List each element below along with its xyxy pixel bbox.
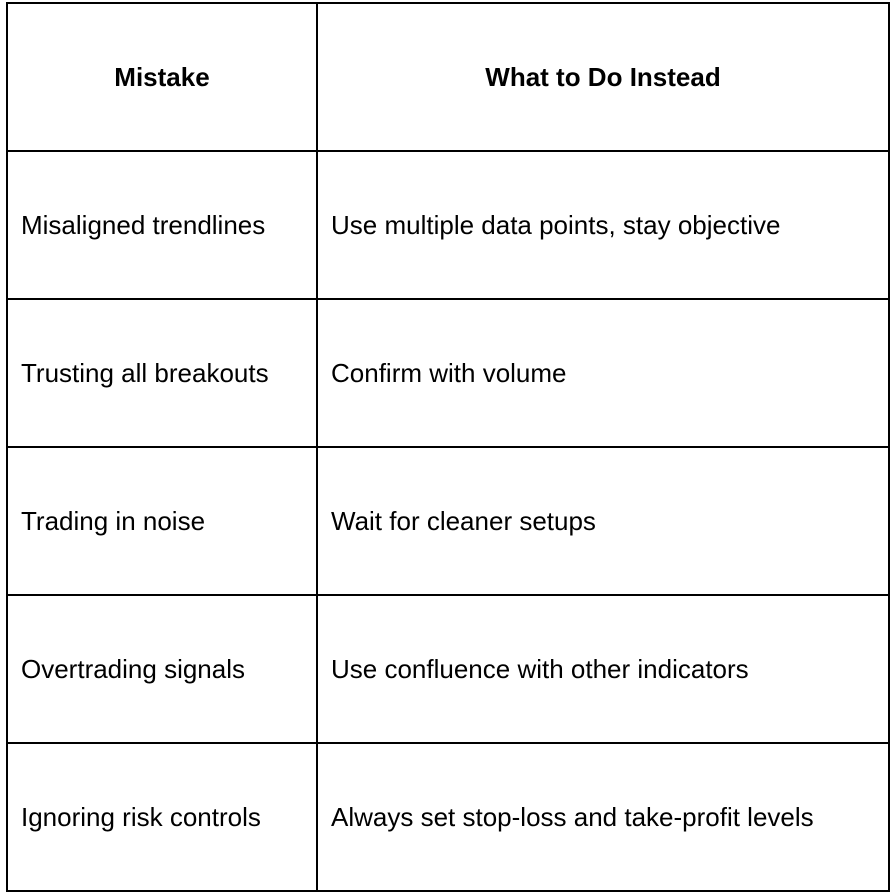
mistakes-table: [6, 2, 890, 892]
mistake-cell: Ignoring risk controls: [7, 743, 317, 891]
remedy-cell: Use multiple data points, stay objective: [317, 151, 889, 299]
mistake-cell: Trusting all breakouts: [7, 299, 317, 447]
table-row: [7, 595, 889, 743]
remedy-cell: Use confluence with other indicators: [317, 595, 889, 743]
table-header-row: [7, 3, 889, 151]
column-header-what-to-do-instead: What to Do Instead: [317, 3, 889, 151]
table-row: [7, 447, 889, 595]
mistake-cell: Overtrading signals: [7, 595, 317, 743]
remedy-cell: Confirm with volume: [317, 299, 889, 447]
table-row: [7, 743, 889, 891]
remedy-cell: Wait for cleaner setups: [317, 447, 889, 595]
remedy-cell: Always set stop-loss and take-profit levels: [317, 743, 889, 891]
mistake-cell: Misaligned trendlines: [7, 151, 317, 299]
mistake-cell: Trading in noise: [7, 447, 317, 595]
table-row: [7, 151, 889, 299]
column-header-mistake: Mistake: [7, 3, 317, 151]
table-row: [7, 299, 889, 447]
